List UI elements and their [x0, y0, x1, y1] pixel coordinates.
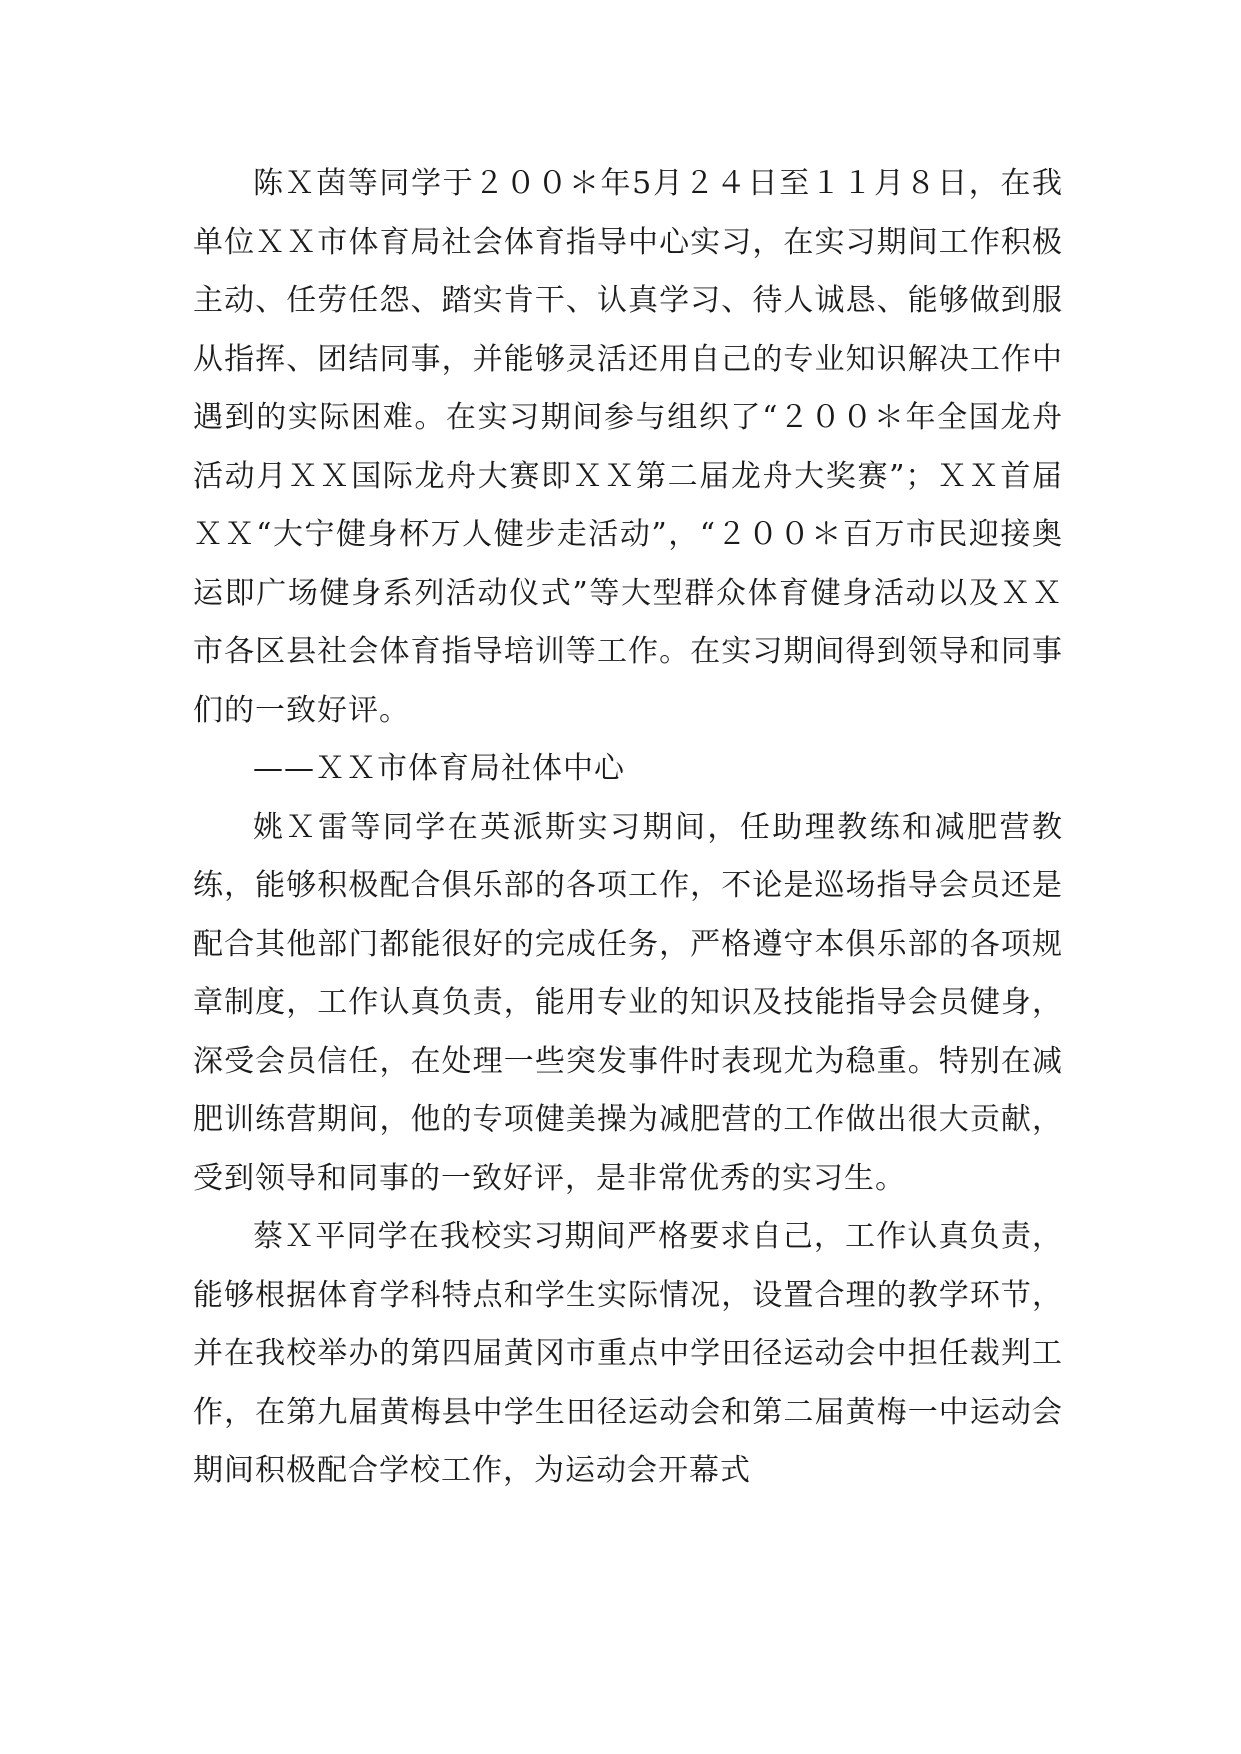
signature-line: ——ＸＸ市体育局社体中心	[253, 751, 625, 786]
document-body	[193, 155, 1063, 1501]
paragraph-yao-evaluation: 姚Ｘ雷等同学在英派斯实习期间，任助理教练和减肥营教练，能够积极配合俱乐部的各项工作，不论是巡场指导会员还是配合其他部门都能很好的完成任务，严格遵守本俱乐部的各项规章制度，工作认真负责，能用专业的知识及技能指导会员健身，深受会员信任，在处理一些突发事件时表现尤为稳重。特别在减肥训练营期间，他的专项健美操为减肥营的工作做出很大贡献，受到领导和同事的一致好评，是非常优秀的实习生。	[193, 809, 1063, 1196]
paragraph-chen-evaluation: 陈Ｘ茵等同学于２００＊年5月２４日至１１月８日，在我单位ＸＸ市体育局社会体育指导中心实习，在实习期间工作积极主动、任劳任怨、踏实肯干、认真学习、待人诚恳、能够做到服从指挥、团结同事，并能够灵活还用自己的专业知识解决工作中遇到的实际困难。在实习期间参与组织了“２００＊年全国龙舟活动月ＸＸ国际龙舟大赛即ＸＸ第二届龙舟大奖赛”；ＸＸ首届ＸＸ“大宁健身杯万人健步走活动”，“２００＊百万市民迎接奥运即广场健身系列活动仪式”等大型群众体育健身活动以及ＸＸ市各区县社会体育指导培训等工作。在实习期间得到领导和同事们的一致好评。	[193, 166, 1063, 728]
paragraph-cai-evaluation: 蔡Ｘ平同学在我校实习期间严格要求自己，工作认真负责，能够根据体育学科特点和学生实际情况，设置合理的教学环节，并在我校举办的第四届黄冈市重点中学田径运动会中担任裁判工作，在第九届黄梅县中学生田径运动会和第二届黄梅一中运动会期间积极配合学校工作，为运动会开幕式	[193, 1219, 1063, 1488]
